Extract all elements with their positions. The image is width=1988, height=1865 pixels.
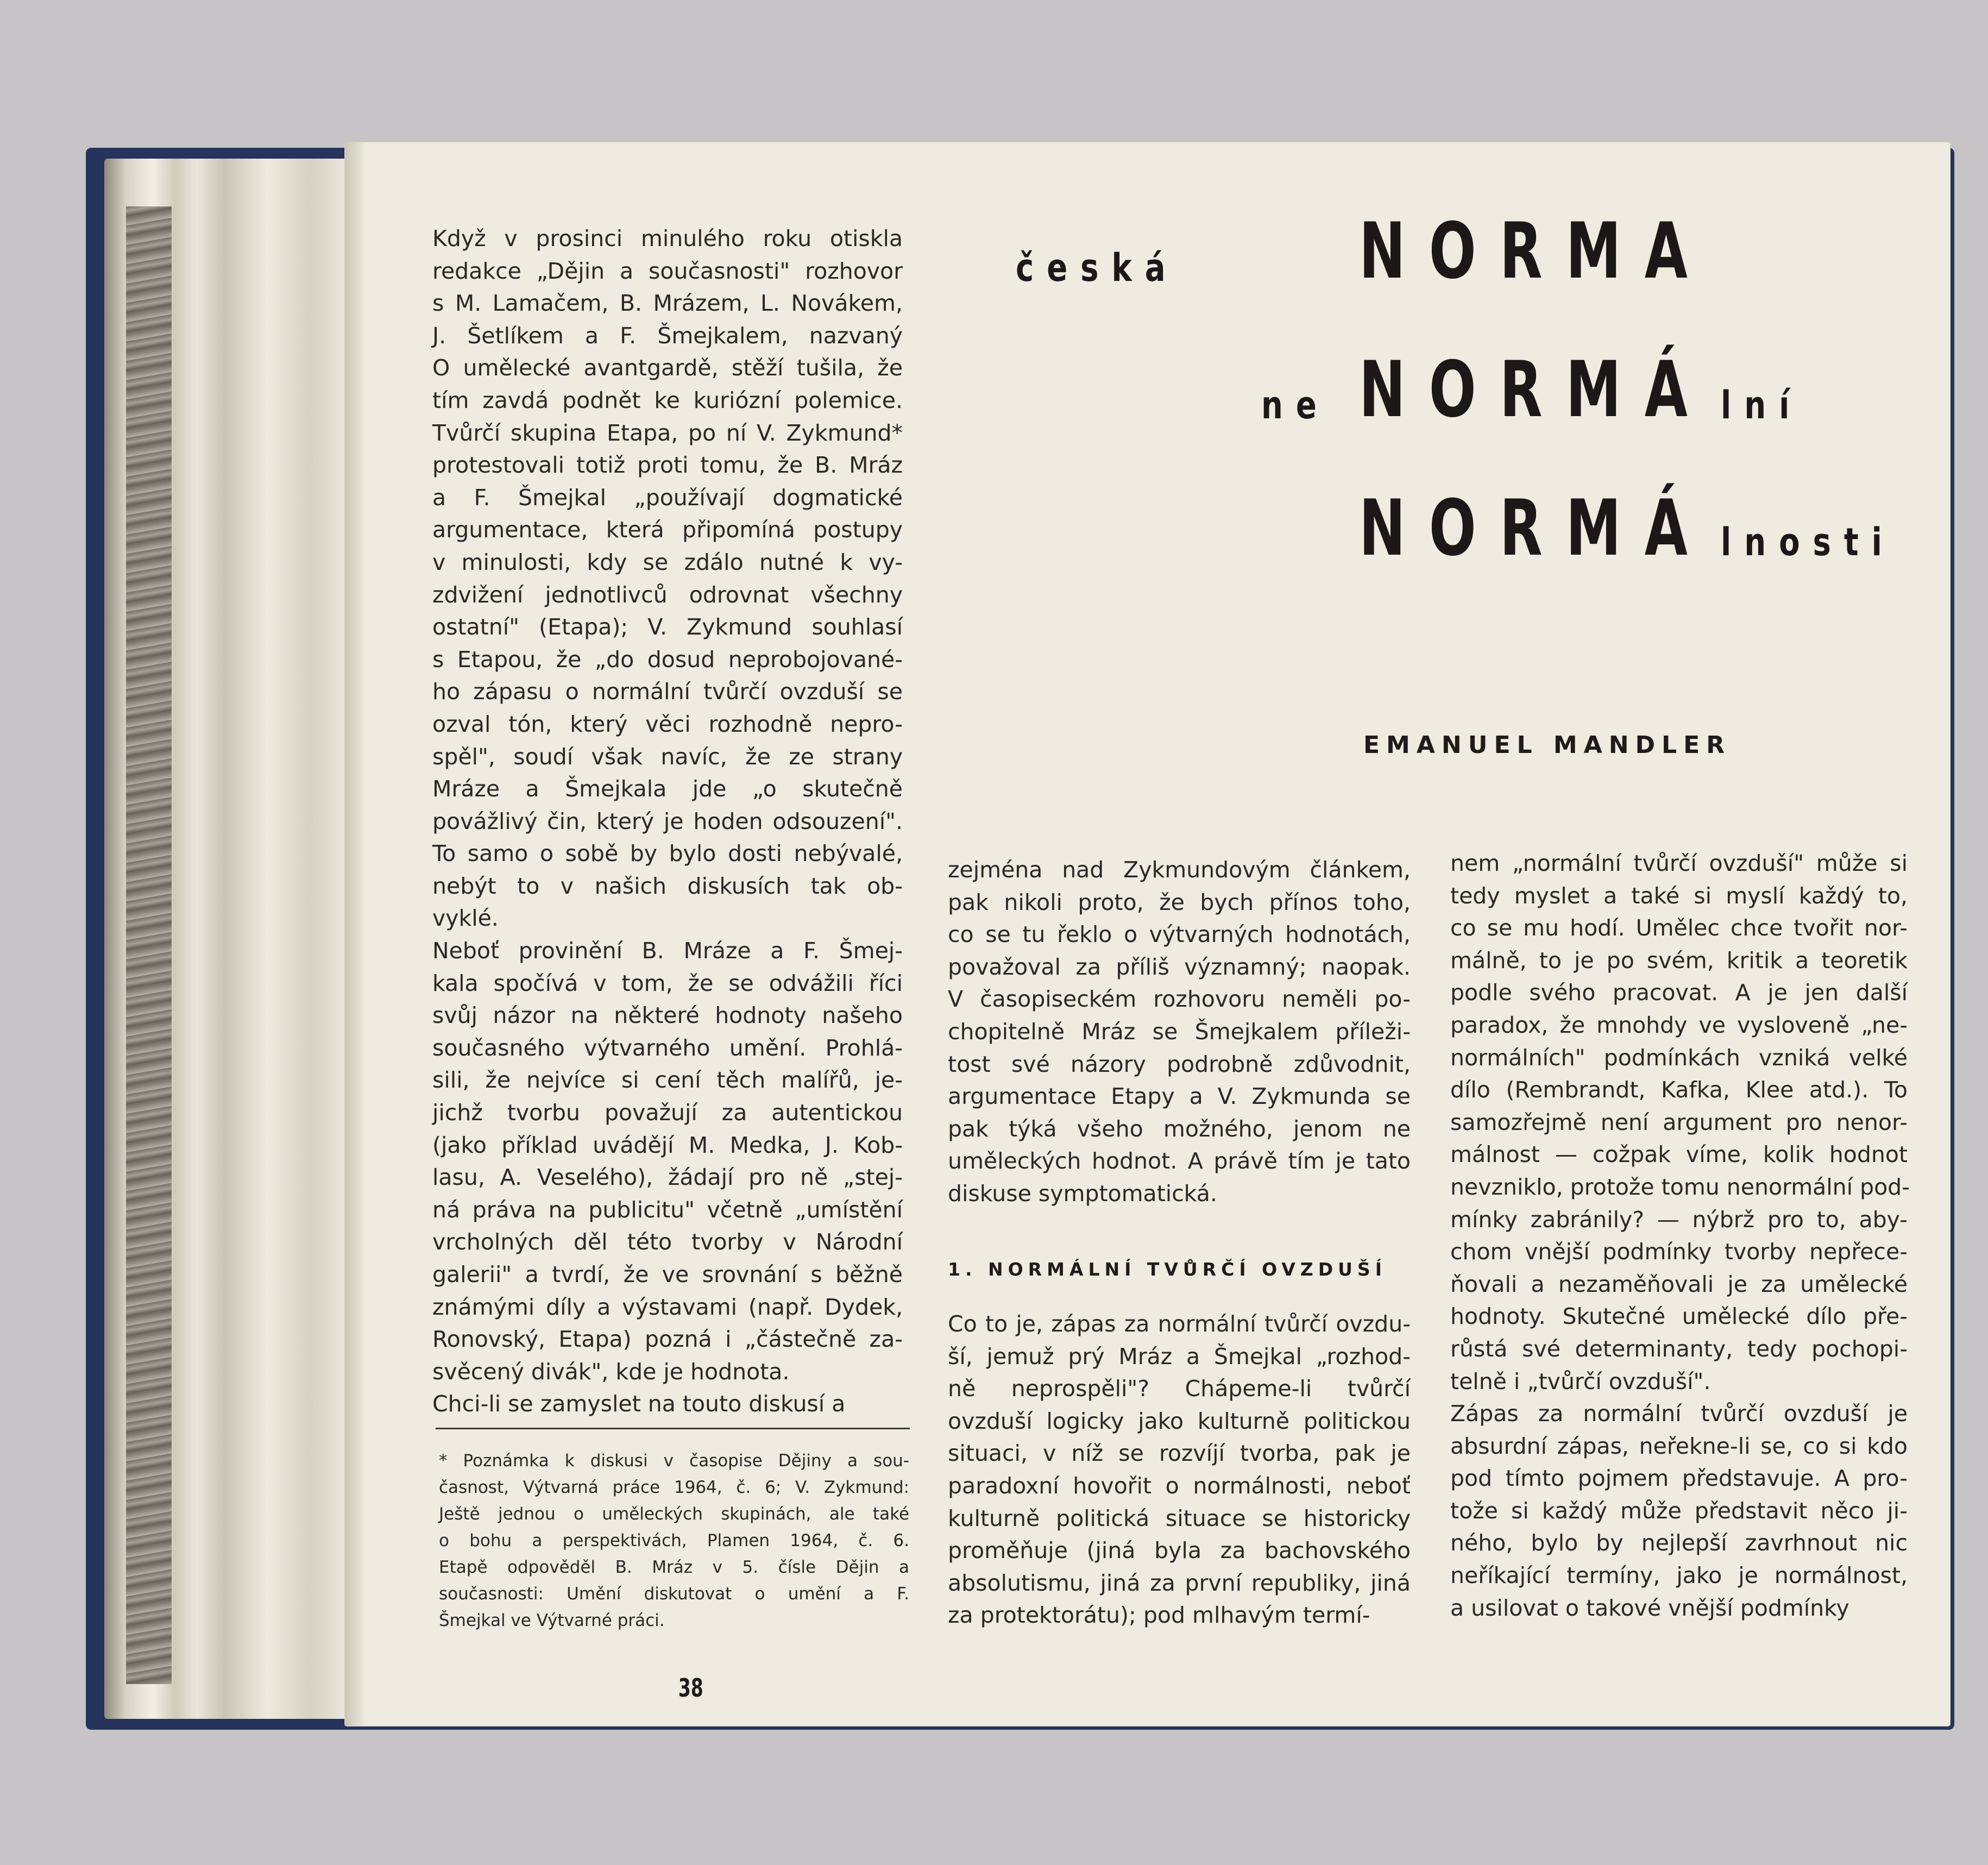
text-line: pak týká všeho možného, jenom ne (948, 1115, 1411, 1142)
text-line: J. Šetlíkem a F. Šmejkalem, nazvaný (432, 322, 903, 349)
text-line: dílo (Rembrandt, Kafka, Klee atd.). To (1450, 1077, 1908, 1103)
text-line: zejména nad Zykmundovým článkem, (948, 857, 1411, 883)
text-line: Etapě odpověděl B. Mráz v 5. čísle Dějin a (439, 1558, 909, 1577)
text-line: ovzduší logicky jako kulturně politickou (948, 1408, 1411, 1434)
text-line: hodnoty. Skutečné umělecké dílo pře- (1450, 1303, 1908, 1330)
section-heading: 1. NORMÁLNÍ TVŮRČÍ OVZDUŠÍ (948, 1259, 1387, 1280)
text-line: (jako příklad uvádějí M. Medka, J. Kob- (432, 1132, 903, 1158)
photo-plate-edge (126, 206, 172, 1684)
text-line: normálních" podmínkách vzniká velké (1450, 1044, 1908, 1071)
title-suffix-lni: lní (1721, 383, 1803, 428)
middle-column-bottom (948, 1308, 1411, 1632)
text-line: současnosti: Umění diskutovat o umění a F. (439, 1584, 909, 1604)
text-line: tím zavdá podnět ke kuriózní polemice. (432, 387, 903, 413)
page-gutter (345, 142, 367, 1726)
text-line: ná práva na publicitu" včetně „umístění (432, 1196, 903, 1223)
middle-column-top (948, 854, 1411, 1210)
text-line: absolutismu, jiná za první republiky, jiná (948, 1569, 1411, 1596)
text-line: lasu, A. Veselého), žádají pro ně „stej- (432, 1164, 903, 1191)
text-line: co se mu hodí. Umělec chce tvořit nor- (1450, 915, 1908, 941)
text-line: paradoxní hovořit o normálnosti, neboť (948, 1472, 1411, 1499)
text-line: ho zápasu o normální tvůrčí ovzduší se (432, 679, 903, 705)
text-line: Tvůrčí skupina Etapa, po ní V. Zykmund* (432, 419, 903, 446)
text-line: nevzniklo, protože tomu nenormální pod- (1450, 1173, 1910, 1200)
text-line: málně, to je po svém, kritik a teoretik (1450, 947, 1908, 974)
page-number: 38 (678, 1673, 703, 1703)
footnote (439, 1448, 909, 1634)
text-line: kala spočívá v tom, že se odvážili říci (432, 970, 903, 996)
text-line: sili, že nejvíce si cení těch malířů, je- (432, 1067, 903, 1094)
text-line: za protektorátu); pod mlhavým termí- (948, 1602, 1370, 1629)
text-line: svůj názor na některé hodnoty našeho (432, 1002, 903, 1029)
text-line: a F. Šmejkal „používají dogmatické (432, 484, 903, 511)
left-column (432, 223, 903, 1421)
text-line: ozval tón, který věci rozhodně nepro- (432, 711, 903, 737)
text-line: ně neprospěli"? Chápeme-li tvůrčí (948, 1376, 1411, 1402)
author-name: EMANUEL MANDLER (1363, 731, 1732, 759)
text-line: neříkající termíny, jako je normálnost, (1450, 1562, 1908, 1589)
text-line: jichž tvorbu považují za autentickou (432, 1100, 903, 1126)
title-suffix-lnosti: lnosti (1721, 520, 1895, 564)
right-column (1450, 847, 1908, 1624)
text-line: argumentace Etapy a V. Zykmunda se (948, 1083, 1411, 1110)
text-line: Neboť provinění B. Mráze a F. Šmej- (432, 938, 903, 964)
text-line: podle svého pracovat. A je jen další (1450, 979, 1908, 1006)
text-line: nem „normální tvůrčí ovzduší" může si (1450, 850, 1908, 876)
text-line: co se tu řeklo o výtvarných hodnotách, (948, 921, 1411, 948)
text-line: svěcený divák", kde je hodnota. (432, 1358, 790, 1385)
text-line: pod tímto pojmem představuje. A pro- (1450, 1465, 1908, 1492)
text-line: ší, jemuž prý Mráz a Šmejkal „rozhod- (948, 1343, 1411, 1370)
text-line: Co to je, zápas za normální tvůrčí ovzdu- (948, 1311, 1411, 1337)
text-line: současného výtvarného umění. Prohlá- (432, 1034, 903, 1061)
text-line: růstá své determinanty, tedy pochopi- (1450, 1335, 1908, 1362)
text-line: Mráze a Šmejkala jde „o skutečně (432, 776, 903, 802)
text-line: ňovali a nezaměňovali je za umělecké (1450, 1271, 1908, 1297)
text-line: a usilovat o takové vnější podmínky (1450, 1594, 1849, 1621)
text-line: pak nikoli proto, že bych přínos toho, (948, 889, 1411, 915)
text-line: málnost — cožpak víme, kolik hodnot (1450, 1141, 1908, 1168)
title-line-normalni: NORMÁ (1359, 345, 1712, 435)
text-line: V časopiseckém rozhovoru neměli po- (948, 986, 1411, 1013)
text-line: proměňuje (jiná byla za bachovského (948, 1537, 1411, 1564)
text-line: vrcholných děl této tvorby v Národní (432, 1229, 903, 1255)
text-line: samozřejmě není argument pro nenor- (1450, 1109, 1908, 1135)
text-line: vyklé. (432, 905, 499, 932)
text-line: nebýt to v našich diskusích tak ob- (432, 872, 903, 899)
footnote-rule (436, 1428, 910, 1429)
title-line-norma: NORMA (1359, 206, 1712, 296)
text-line: situaci, v níž se rozvíjí tvorba, pak je (948, 1440, 1411, 1467)
text-line: Chci-li se zamyslet na touto diskusí a (432, 1391, 846, 1417)
text-line: známými díly a výstavami (např. Dydek, (432, 1293, 903, 1320)
text-line: ostatní" (Etapa); V. Zykmund souhlasí (432, 614, 903, 640)
text-line: diskuse symptomatická. (948, 1180, 1217, 1207)
text-line: O umělecké avantgardě, stěží tušila, že (432, 355, 903, 381)
text-line: časnost, Výtvarná práce 1964, č. 6; V. Zykmund: (439, 1478, 909, 1497)
text-line: Ještě jednou o uměleckých skupinách, ale také (439, 1504, 909, 1524)
text-line: kulturně politická situace se historicky (948, 1505, 1411, 1531)
title-prefix-ne: ne (1261, 383, 1330, 428)
text-line: telně i „tvůrčí ovzduší". (1450, 1368, 1711, 1395)
text-line: argumentace, která připomíná postupy (432, 517, 903, 543)
text-line: Zápas za normální tvůrčí ovzduší je (1450, 1401, 1908, 1427)
text-line: tože si každý může představit něco ji- (1450, 1497, 1908, 1524)
text-line: galerii" a tvrdí, že ve srovnání s běžně (432, 1261, 903, 1288)
text-line: zdvižení jednotlivců odrovnat všechny (432, 581, 903, 608)
text-line: s Etapou, že „do dosud neprobojované- (432, 646, 903, 673)
text-line: absurdní zápas, neřekne-li se, co si kdo (1450, 1433, 1908, 1459)
text-line: mínky zabránily? — nýbrž pro to, aby- (1450, 1206, 1908, 1233)
text-line: Šmejkal ve Výtvarné práci. (439, 1611, 665, 1630)
text-line: povážlivý čin, který je hoden odsouzení". (432, 808, 903, 834)
text-line: Když v prosinci minulého roku otiskla (432, 225, 903, 252)
text-line: chopitelně Mráz se Šmejkalem příleži- (948, 1018, 1411, 1045)
text-line: spěl", soudí však navíc, že ze strany (432, 743, 903, 770)
text-line: chom vnější podmínky tvorby nepřece- (1450, 1239, 1908, 1265)
title-line-normalnosti: NORMÁ (1359, 483, 1712, 573)
text-line: paradox, že mnohdy ve vysloveně „ne- (1450, 1012, 1908, 1038)
title-prefix-ceska: česká (1016, 246, 1179, 290)
text-line: redakce „Dějin a současnosti" rozhovor (432, 258, 903, 284)
text-line: s M. Lamačem, B. Mrázem, L. Novákem, (432, 290, 903, 317)
text-line: tost své názory podrobně zdůvodnit, (948, 1051, 1411, 1077)
text-line: v minulosti, kdy se zdálo nutné k vy- (432, 549, 903, 575)
text-line: o bohu a perspektivách, Plamen 1964, č. 6. (439, 1531, 909, 1550)
text-line: * Poznámka k diskusi v časopise Dějiny a sou- (439, 1451, 909, 1471)
text-line: ného, bylo by nejlepší zavrhnout nic (1450, 1530, 1908, 1556)
text-line: protestovali totiž proti tomu, že B. Mráz (432, 452, 903, 479)
text-line: Ronovský, Etapa) pozná i „částečně za- (432, 1326, 903, 1353)
text-line: považoval za příliš významný; naopak. (948, 953, 1411, 980)
text-line: uměleckých hodnot. A právě tím je tato (948, 1148, 1411, 1175)
text-line: To samo o sobě by bylo dosti nebývalé, (432, 840, 903, 867)
text-line: tedy myslet a také si myslí každý to, (1450, 882, 1908, 909)
